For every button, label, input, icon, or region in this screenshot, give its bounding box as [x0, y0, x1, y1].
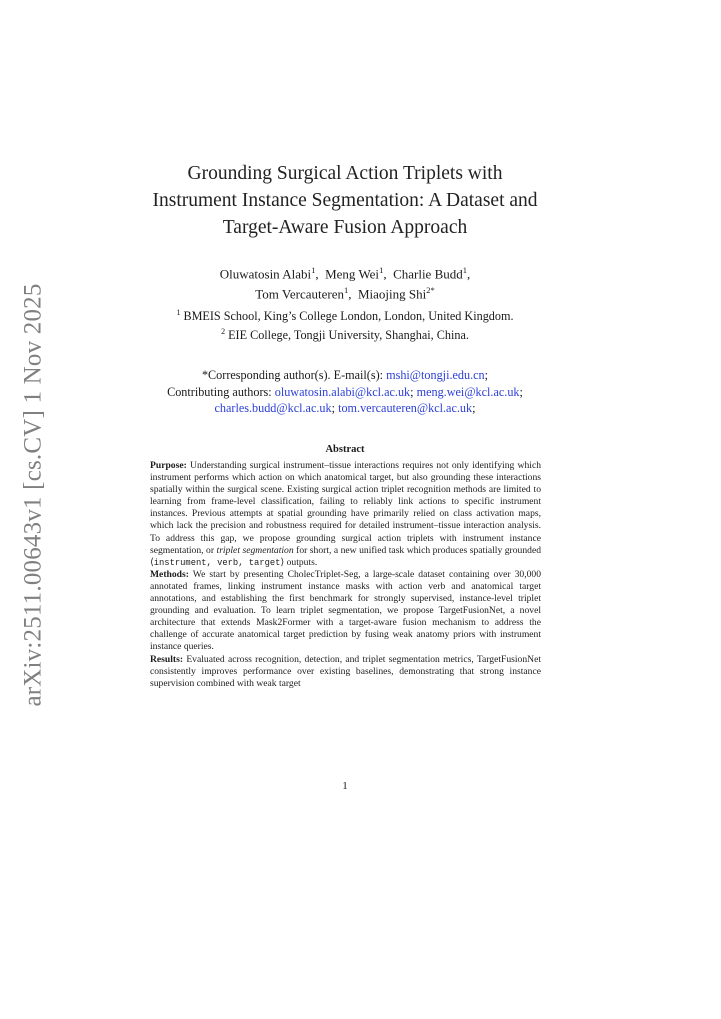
- separator: ;: [472, 401, 476, 415]
- author-affiliation-mark: 1: [462, 265, 467, 275]
- methods-text: We start by presenting CholecTriplet-Seg, a large-scale dataset containing over 30,000 annotated frames, linking instrument instance masks with action verb and anatomical target annotations, and establishing the first benchmark for strongly supervised, instance-level triplet grounding and evaluation. To learn triplet segmentation, we propose TargetFusionNet, a novel architecture that extends Mask2Former with a target-aware fusion mechanism to address the challenge of accurate anatomical target prediction by fusing weak anatomy priors with instrument instance queries.: [150, 568, 541, 653]
- purpose-emphasis: triplet segmentation: [216, 544, 294, 556]
- separator: ;: [410, 384, 414, 399]
- results-label: Results:: [150, 653, 184, 665]
- title-line: Instrument Instance Segmentation: A Dataset and: [152, 190, 538, 211]
- abstract-purpose: [150, 460, 541, 569]
- affiliation-line: [100, 324, 590, 343]
- purpose-label: Purpose:: [150, 460, 187, 471]
- corresponding-email-link[interactable]: mshi@tongji.edu.cn: [386, 368, 485, 382]
- contact-block: [100, 367, 590, 417]
- affiliation-list: [100, 305, 590, 343]
- author-affiliation-mark: 1: [311, 265, 316, 275]
- author-list: [100, 262, 590, 303]
- abstract-heading: Abstract: [325, 444, 365, 455]
- corresponding-prefix: *Corresponding author(s). E-mail(s):: [201, 368, 387, 382]
- contributing-email-link[interactable]: charles.budd@kcl.ac.uk: [214, 401, 332, 415]
- triplet-format: instrument, verb, target: [153, 557, 281, 568]
- author-line: Oluwatosin Alabi$^1$, Meng Wei$^1$, Charlie Budd$^1$,: [219, 265, 471, 282]
- contributing-email-link[interactable]: oluwatosin.alabi@kcl.ac.uk: [274, 384, 411, 399]
- purpose-text: for short, a new unified task which produces spatially grounded: [293, 544, 541, 556]
- separator: ;: [519, 384, 523, 399]
- contributing-email-link[interactable]: tom.vercauteren@kcl.ac.uk: [338, 401, 473, 415]
- author-affiliation-mark: 2*: [426, 285, 435, 296]
- title-line: Target-Aware Fusion Approach: [222, 217, 468, 238]
- affiliation-line: [100, 305, 590, 324]
- purpose-text: Understanding surgical instrument–tissue interactions requires not only identifying which instrument performs which action on which anatomical target, but also grounding these interactions spatially within the surgical scene. Existing surgical action triplet recognition methods are limited to learning from frame-level classification, failing to reliably link actions to specific instrument instances. Previous attempts at spatial grounding have primarily relied on class activation maps, which lack the precision and robustness required for detailed instrument–tissue interaction analysis. To address this gap, we propose grounding surgical action triplets with instrument instance segmentation, or: [150, 460, 541, 556]
- contributing-authors-line: [100, 384, 590, 401]
- author-affiliation-mark: 1: [343, 285, 349, 296]
- author-name: Charlie Budd: [393, 266, 463, 282]
- angle-bracket: ⟩: [280, 556, 285, 568]
- title-line: Grounding Surgical Action Triplets with: [187, 163, 503, 184]
- author-name: Tom Vercauteren: [255, 286, 344, 302]
- methods-label: Methods:: [150, 568, 189, 580]
- purpose-text: outputs.: [284, 556, 318, 568]
- author-name: Miaojing Shi: [357, 286, 427, 302]
- arxiv-identifier[interactable]: arXiv:2511.00643v1 [cs.CV] 1 Nov 2025: [20, 283, 48, 707]
- separator: ;: [484, 368, 489, 382]
- author-line: Tom Vercauteren$^1$, Miaojing Shi$^{2*}$: [255, 285, 435, 302]
- affiliation-mark: 2: [221, 327, 226, 337]
- paper-title: [100, 160, 590, 241]
- author-name: Oluwatosin Alabi: [219, 266, 312, 282]
- angle-bracket: ⟨: [150, 556, 154, 568]
- abstract-results: [150, 654, 541, 690]
- abstract-body: [150, 460, 541, 690]
- abstract-methods: [150, 569, 541, 654]
- affiliation-text: EIE College, Tongji University, Shanghai, China.: [228, 328, 469, 343]
- author-name: Meng Wei: [325, 266, 380, 282]
- contributing-email-link[interactable]: meng.wei@kcl.ac.uk: [416, 384, 520, 399]
- corresponding-author-line: [100, 367, 590, 384]
- arxiv-sidebar: [14, 283, 54, 707]
- affiliation-text: BMEIS School, King’s College London, London, United Kingdom.: [183, 309, 514, 324]
- results-text: Evaluated across recognition, detection, and triplet segmentation metrics, TargetFusionNet consistently improves performance over existing baselines, demonstrating that strong instance supervision combined with weak target: [150, 653, 541, 689]
- affiliation-mark: 1: [176, 308, 181, 317]
- author-affiliation-mark: 1: [379, 265, 384, 275]
- separator: ;: [331, 401, 336, 415]
- page-number: 1: [342, 780, 348, 792]
- contributing-prefix: Contributing authors:: [167, 384, 275, 399]
- contributing-authors-line: [100, 400, 590, 417]
